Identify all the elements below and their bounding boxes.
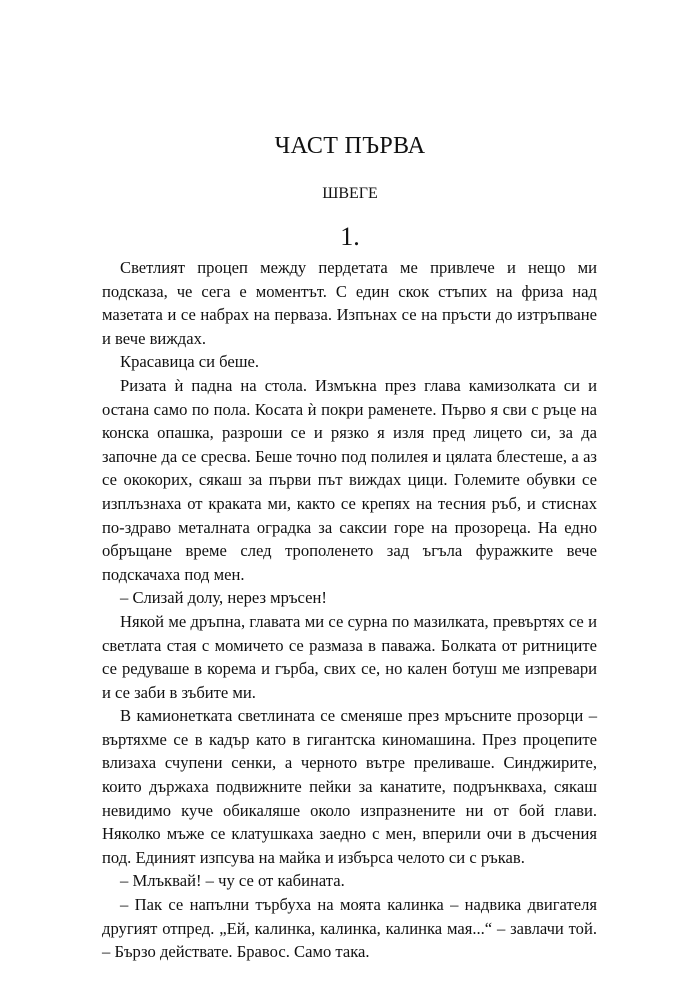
paragraph: В камионетката светлината се сменяше през мръсните прозорци – въртяхме се в кадър като в гигантска киномашина. През процепите влизаха счупени сенки, а черното вътре преливаше. Синджирите, които държаха подвижните пейки за канатите, подрънкваха, сякаш невидимо куче обикаляше около изпразнените ни от бой глави. Няколко мъже се клатушкаха заедно с мен, вперили очи в дъсчения под. Единият изпсува на майка и избърса челото си с ръкав.	[102, 706, 597, 867]
part-title: ЧАСТ ПЪРВА	[274, 133, 426, 159]
paragraph: Някой ме дръпна, главата ми се сурна по мазилката, превъртях се и светлата стая с момичето се размаза в паважа. Болката от ритниците се редуваше в корема и гърба, свих се, но кален ботуш ме изпревари и се заби в зъбите ми.	[102, 611, 597, 702]
paragraph: Красавица си беше.	[120, 352, 260, 372]
paragraph: – Пак се напълни търбуха на моята калинка – надвика двигателя другият отпред. „Ей, калинка, калинка, калинка мая...“ – завлачи той. – Бързо действате. Бравос. Само така.	[102, 895, 597, 962]
paragraph: – Слизай долу, нерез мръсен!	[120, 588, 327, 608]
paragraph: Ризата ѝ падна на стола. Измъкна през глава камизолката си и остана само по пола. Косата ѝ покри раменете. Първо я сви с ръце на конска опашка, разроши се и рязко я изля пред лицето си, за да започне да се сресва. Беше точно под полилея и цялата блестеше, а аз се ококорих, сякаш за първи път виждах цици. Големите обувки се изплъзнаха от краката ми, както се крепях на тесния ръб, и стиснах по-здраво металната оградка за саксии горе на прозореца. На едно обръщане време след трополенето зад ъгъла фуражките вече подскачаха под мен.	[102, 375, 597, 584]
paragraph: Светлият процеп между пердетата ме привлече и нещо ми подсказа, че сега е моментът. С един скок стъпих на фриза над мазетата и се набрах на перваза. Изпънах се на пръсти до изтръпване и вече виждах.	[102, 258, 597, 348]
chapter-number: 1.	[340, 222, 360, 251]
section-title: ШВЕГЕ	[322, 185, 378, 202]
paragraph: – Млъквай! – чу се от кабината.	[120, 871, 345, 891]
chapter-body	[102, 256, 597, 964]
